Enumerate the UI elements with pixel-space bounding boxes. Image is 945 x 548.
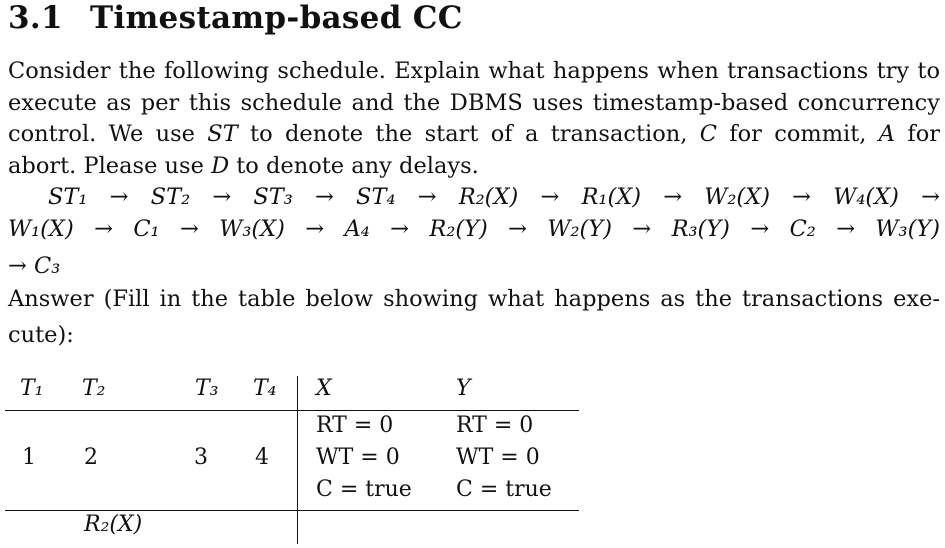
header-t1: T₁ [20, 376, 44, 401]
column-divider [297, 376, 298, 544]
math-c: C [699, 121, 717, 147]
paragraph-line-3 [8, 119, 940, 151]
section-title: Timestamp-based CC [90, 0, 463, 36]
timestamp-t3: 3 [194, 445, 208, 470]
text-fragment: to denote any delays. [229, 152, 479, 179]
text-fragment: abort. Please use [8, 152, 212, 179]
text-fragment: to denote the start of a transaction, [237, 121, 700, 147]
math-st: ST [207, 121, 238, 147]
section-number: 3.1 [8, 0, 63, 36]
x-write-timestamp: WT = 0 [316, 445, 400, 470]
timestamp-t4: 4 [255, 445, 269, 470]
timestamp-t2: 2 [84, 445, 98, 470]
header-rule [5, 410, 579, 411]
text-fragment: for commit, [716, 121, 879, 147]
timestamp-t1: 1 [22, 445, 36, 470]
schedule-line-2: W₁(X) → C₁ → W₃(X) → A₄ → R₂(Y) → W₂(Y) → R₃(Y) → C₂ → W₃(Y) [8, 216, 940, 242]
math-a: A [878, 121, 896, 147]
paragraph-line-2: execute as per this schedule and the DBMS uses timestamp-based concurrency [8, 89, 940, 116]
y-commit-bit: C = true [456, 477, 552, 502]
answer-line-2: cute): [8, 322, 74, 348]
schedule-line-3: → C₃ [8, 253, 61, 279]
y-write-timestamp: WT = 0 [456, 445, 540, 470]
paragraph-line-4 [8, 151, 940, 183]
text-fragment: control. We use [8, 121, 208, 147]
x-read-timestamp: RT = 0 [316, 413, 394, 438]
schedule-line-1: ST₁ → ST₂ → ST₃ → ST₄ → R₂(X) → R₁(X) → W₂(X) → W₄(X) → [48, 184, 940, 210]
math-d: D [211, 152, 230, 179]
header-t3: T₃ [195, 376, 219, 401]
first-operation-r2x: R₂(X) [84, 512, 143, 537]
header-t4: T₄ [253, 376, 277, 401]
header-t2: T₂ [82, 376, 106, 401]
header-y: Y [456, 376, 471, 401]
text-fragment: for [895, 121, 940, 147]
y-read-timestamp: RT = 0 [456, 413, 534, 438]
x-commit-bit: C = true [316, 477, 412, 502]
section-heading [8, 0, 463, 36]
paragraph-line-1: Consider the following schedule. Explain what happens when transactions try to [8, 58, 940, 84]
header-x: X [316, 376, 332, 401]
answer-line-1: Answer (Fill in the table below showing what happens as the transactions exe- [8, 286, 940, 312]
